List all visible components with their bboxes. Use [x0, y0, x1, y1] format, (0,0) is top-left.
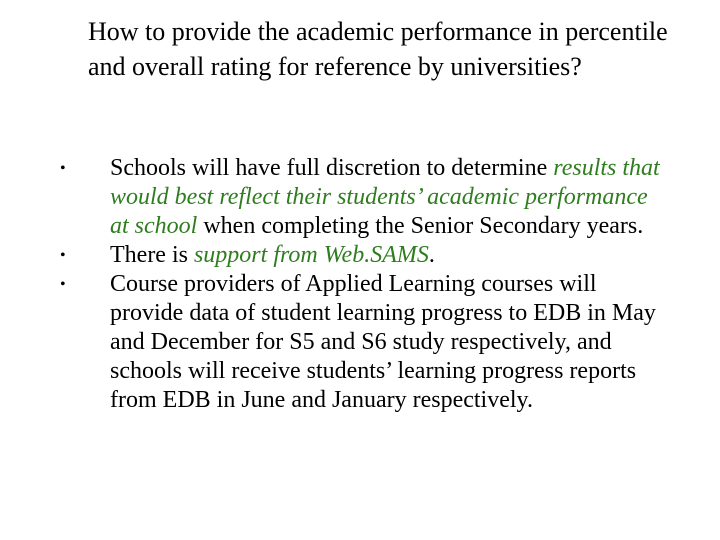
bullet-text-emphasis: results that would best reflect their students’ academic performance at school [110, 155, 660, 239]
bullet-text [110, 154, 670, 241]
bullet-icon: • [60, 276, 66, 293]
bullet-text-post: when completing the Senior Secondary years. [197, 213, 644, 239]
bullet-item-discretion [0, 154, 720, 241]
bullet-text [110, 241, 670, 270]
bullet-text-post: . [428, 242, 435, 268]
bullet-list [0, 154, 720, 415]
bullet-text-pre: There is [110, 242, 194, 268]
bullet-icon: • [60, 160, 66, 177]
bullet-item-websams [0, 241, 720, 270]
bullet-text-pre: Schools will have full discretion to determine [110, 155, 554, 181]
bullet-icon: • [60, 247, 66, 264]
bullet-text-emphasis: support from Web.SAMS [193, 242, 429, 268]
bullet-item-applied-learning [0, 270, 720, 415]
slide-title: How to provide the academic performance in percentile and overall rating for reference by universities? [88, 17, 668, 81]
bullet-text: Course providers of Applied Learning courses will provide data of student learning progress to EDB in May and December for S5 and S6 study respectively, and schools will receive students’ learning progress reports from EDB in June and January respectively. [110, 271, 656, 413]
